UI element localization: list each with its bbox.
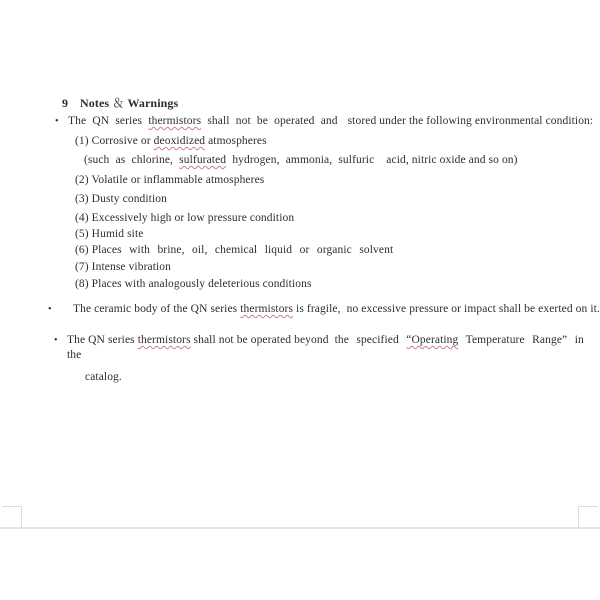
condition-item-4 (0, 211, 600, 226)
misspelled-word: sulfurated (179, 154, 227, 166)
text-run: the specified (334, 334, 407, 346)
text-run: no excessive pressure or impact shall be exerted on it. (346, 303, 600, 315)
section-number: 9 (62, 96, 69, 110)
warning-1-justified-text (68, 115, 338, 127)
text-run: (6) (75, 244, 92, 256)
warning-bullet-1 (0, 114, 600, 129)
warning-bullet-2 (0, 302, 600, 317)
text-run: (such as chlorine, (84, 154, 180, 166)
condition-item-1 (0, 134, 600, 149)
bullet-marker: • (55, 116, 59, 127)
heading-text: Warnings (127, 96, 179, 110)
condition-item-5 (0, 227, 600, 242)
text-run: Places with brine, oil, chemical liquid or organic solvent (91, 244, 394, 256)
text-run: (7) Intense vibration (75, 261, 171, 273)
condition-item-3 (0, 192, 600, 207)
page-margin-mark-left (2, 506, 22, 528)
text-run: stored under the following environmental condition: (347, 115, 594, 127)
text-run: The ceramic body of the QN series (73, 303, 241, 315)
text-run: (5) Humid site (75, 228, 144, 240)
text-run: catalog. (85, 371, 122, 383)
text-run: (2) Volatile or inflammable atmospheres (75, 174, 265, 186)
heading-text: Notes (80, 96, 113, 110)
text-run: (4) Excessively high or low pressure condition (75, 212, 295, 224)
condition-item-6 (0, 243, 600, 258)
text-run: is fragile, (293, 303, 341, 315)
condition-item-7 (0, 260, 600, 275)
notes-warnings-section (0, 96, 600, 385)
heading-ampersand: ＆ (112, 96, 128, 110)
note-justified-text (84, 154, 374, 166)
text-run: shall not be operated beyond (190, 334, 329, 346)
condition-item-1-note (0, 153, 600, 168)
page-break-divider (0, 527, 600, 529)
text-run: atmospheres (205, 135, 267, 147)
misspelled-word: “Operating (406, 334, 459, 346)
warning-3-continuation (0, 370, 600, 385)
text-run: hydrogen, ammonia, sulfuric (226, 154, 375, 166)
text-run: shall not be operated and (201, 115, 338, 127)
text-run: (3) Dusty condition (75, 193, 167, 205)
misspelled-word: thermistors (148, 115, 202, 127)
misspelled-word: deoxidized (153, 135, 206, 147)
misspelled-word: thermistors (240, 303, 294, 315)
text-run: The QN series (68, 115, 149, 127)
text-run: Temperature Range” in the (67, 334, 584, 361)
misspelled-word: thermistors (137, 334, 191, 346)
text-run: acid, nitric oxide and so on) (386, 154, 518, 166)
text-run: (1) Corrosive or (75, 135, 154, 147)
bullet-marker: • (54, 335, 58, 346)
condition-item-2 (0, 173, 600, 188)
bullet-marker: • (48, 304, 52, 315)
warning-bullet-3 (0, 333, 600, 363)
section-heading (0, 96, 600, 111)
text-run: (8) Places with analogously deleterious conditions (75, 278, 312, 290)
condition-item-8 (0, 277, 600, 292)
page-margin-mark-right (578, 506, 598, 528)
text-run: The QN series (67, 334, 138, 346)
